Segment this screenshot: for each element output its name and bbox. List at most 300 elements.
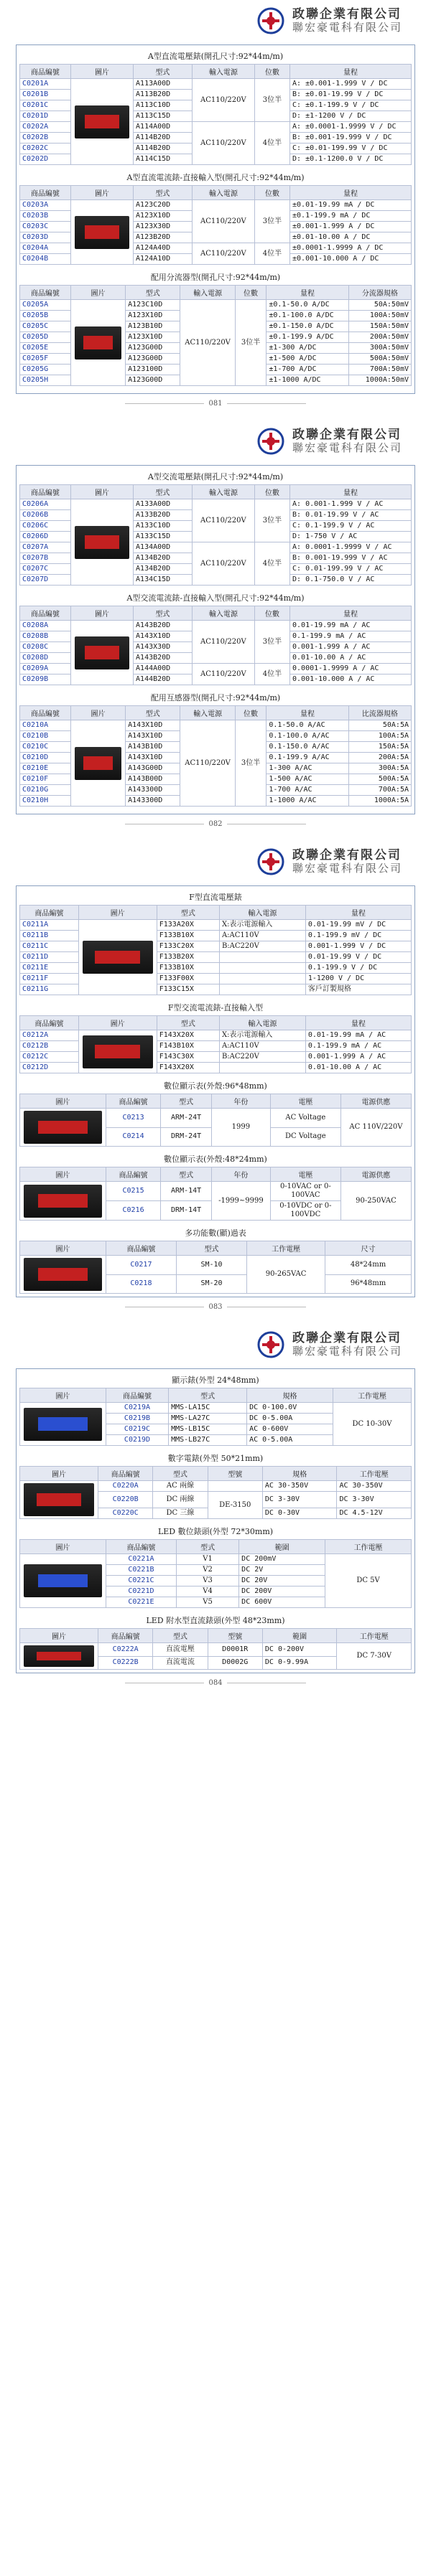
product-code: C0211G (20, 984, 79, 995)
model-number: DRM-24T (161, 1127, 212, 1147)
product-code: C0210C (20, 742, 71, 753)
product-section (19, 269, 412, 386)
column-header: 年份 (212, 1167, 271, 1182)
product-code: C0205H (20, 375, 71, 386)
column-header: 商品編號 (106, 1167, 160, 1182)
product-code: C0218 (106, 1274, 176, 1294)
column-header: 量程 (290, 65, 412, 79)
range: DC 0-9.99A (262, 1656, 337, 1670)
model-number: F133C15X (157, 984, 219, 995)
model-number: A123G00D (126, 343, 180, 354)
meter-photo (75, 636, 129, 669)
product-table (19, 484, 412, 586)
product-code: C0216 (106, 1201, 160, 1221)
range: ±0.01-19.99 mA / DC (290, 200, 412, 211)
column-header: 圖片 (70, 286, 125, 300)
product-image (70, 621, 133, 685)
table-row (20, 499, 412, 510)
input-power (219, 952, 305, 963)
range: 0.1-199.9 mV / DC (305, 931, 411, 941)
product-code: C0219C (106, 1424, 168, 1435)
section-title: F型交流電流錶-直接輸入型 (167, 1003, 264, 1012)
column-header: 商品編號 (20, 606, 71, 621)
product-table (19, 1466, 412, 1519)
product-code: C0206C (20, 521, 71, 532)
shunt-spec: 1000A:50mV (348, 375, 411, 386)
model-number: F143X20X (157, 1063, 219, 1073)
column-header: 工作電壓 (337, 1467, 412, 1481)
company-header (0, 841, 431, 883)
model-number: F133F00X (157, 974, 219, 984)
range: 0.1-199.9 V / DC (305, 963, 411, 974)
section-title: 配用分流器型(開孔尺寸:92*44m/m) (150, 273, 281, 282)
product-table (19, 905, 412, 995)
type: DC 兩線 (153, 1492, 208, 1508)
range: D: 0.1-750.0 V / AC (290, 575, 412, 586)
column-header: 商品編號 (98, 1467, 153, 1481)
product-image (20, 1256, 106, 1294)
shunt-spec: 700A:5A (348, 785, 411, 796)
range: ±0.1-100.0 A/DC (267, 311, 348, 321)
product-code: C0205B (20, 311, 71, 321)
working-voltage: 90-265VAC (247, 1256, 325, 1294)
catalog-sheet (16, 44, 415, 394)
product-table (19, 64, 412, 165)
product-code: C0201C (20, 100, 71, 111)
range: C: ±0.01-199.99 V / DC (290, 144, 412, 154)
section-title: 數位顯示表(外殼:48*24mm) (164, 1155, 267, 1164)
range: ±0.01-10.00 A / DC (290, 232, 412, 243)
product-code: C0206B (20, 510, 71, 521)
company-header (0, 0, 431, 42)
product-code: C0205C (20, 321, 71, 332)
column-header: 圖片 (20, 1241, 106, 1256)
column-header: 型式 (134, 606, 193, 621)
input-power: B:AC220V (219, 941, 305, 952)
column-header: 輸入電源 (192, 65, 254, 79)
column-header: 商品編號 (98, 1629, 153, 1643)
column-header: 商品編號 (20, 186, 71, 200)
product-code: C0220B (98, 1492, 153, 1508)
column-header: 量程 (290, 485, 412, 499)
product-image (20, 1481, 98, 1519)
display-range: -1999~9999 (212, 1182, 271, 1221)
range: ±0.1-199.9 A/DC (267, 332, 348, 343)
company-names (292, 8, 402, 34)
model-number (208, 1481, 262, 1492)
model-number: F133C20X (157, 941, 219, 952)
model-number: A143X10D (126, 753, 180, 763)
range: C: 0.1-199.9 V / AC (290, 521, 412, 532)
column-header: 型式 (176, 1540, 238, 1554)
input-power: AC110/220V (180, 300, 235, 386)
page-number: 082 (0, 820, 431, 828)
range: DC 0-200V (262, 1643, 337, 1657)
product-code: C0206A (20, 499, 71, 510)
column-header: 商品編號 (106, 1094, 160, 1109)
input-power (219, 963, 305, 974)
product-section (19, 1000, 412, 1073)
input-power: AC110/220V (192, 122, 254, 165)
column-header: 位數 (254, 485, 289, 499)
model-number: A124A10D (134, 254, 193, 265)
input-power: AC110/220V (192, 621, 254, 664)
model-number: MMS-LA27C (169, 1414, 247, 1424)
company-name-1: 政聯企業有限公司 (292, 7, 402, 22)
product-image (70, 720, 125, 807)
product-code: C0211D (20, 952, 79, 963)
column-header: 圖片 (20, 1629, 98, 1643)
company-logo-icon (256, 1330, 285, 1359)
product-code: C0207C (20, 564, 71, 575)
section-title: 數位顯示表(外殼:96*48mm) (164, 1081, 267, 1091)
table-header-row (20, 1016, 412, 1030)
product-section (19, 690, 412, 807)
model-number: A143300D (126, 796, 180, 807)
product-code: C0221A (106, 1554, 176, 1565)
meter-photo (83, 941, 153, 974)
product-code: C0210E (20, 763, 71, 774)
company-name-1: 政聯企業有限公司 (292, 848, 402, 862)
model-number: A143B00D (126, 774, 180, 785)
model-number: A114C15D (134, 154, 193, 165)
table-header-row (20, 1388, 412, 1403)
table-header-row (20, 286, 412, 300)
column-header: 圖片 (20, 1094, 106, 1109)
shunt-spec: 300A:50mV (348, 343, 411, 354)
product-section (19, 169, 412, 265)
column-header: 圖片 (78, 906, 157, 920)
company-names (292, 1332, 402, 1358)
column-header: 位數 (254, 65, 289, 79)
column-header: 商品編號 (106, 1241, 176, 1256)
product-code: C0221E (106, 1597, 176, 1608)
spec: DC 3-30V (262, 1492, 337, 1508)
model-number: F143B10X (157, 1041, 219, 1052)
table-header-row (20, 706, 412, 720)
meter-photo (24, 1483, 94, 1516)
table-header-row (20, 606, 412, 621)
shunt-spec: 200A:50mV (348, 332, 411, 343)
product-code: C0205D (20, 332, 71, 343)
range: 0.1-199.9 mA / AC (305, 1041, 411, 1052)
product-code: C0205A (20, 300, 71, 311)
product-code: C0202C (20, 144, 71, 154)
product-code: C0210H (20, 796, 71, 807)
column-header: 工作電壓 (325, 1540, 412, 1554)
model-number: MMS-LA15C (169, 1403, 247, 1414)
product-code: C0211F (20, 974, 79, 984)
section-title: A型直流電壓錶(開孔尺寸:92*44m/m) (147, 52, 284, 61)
model-number: MMS-LB15C (169, 1424, 247, 1435)
product-code: C0209A (20, 664, 71, 674)
column-header: 輸入電源 (192, 186, 254, 200)
shunt-spec: 500A:5A (348, 774, 411, 785)
shunt-spec: 100A:5A (348, 731, 411, 742)
model-number: A113C15D (134, 111, 193, 122)
model-number: A123G00D (126, 354, 180, 365)
column-header: 型式 (153, 1467, 208, 1481)
range: 0.001-1.999 A / AC (305, 1052, 411, 1063)
column-header: 年份 (212, 1094, 271, 1109)
product-code: C0221B (106, 1565, 176, 1576)
model-number: A123100D (126, 365, 180, 375)
company-logo-icon (256, 847, 285, 876)
range: 0.01-19.99 mA / AC (305, 1030, 411, 1041)
display-range: 1999 (212, 1109, 271, 1147)
column-header: 商品編號 (106, 1388, 168, 1403)
column-header: 圖片 (20, 1167, 106, 1182)
voltage: 0-10VDC or 0-100VDC (270, 1201, 340, 1221)
product-code: C0219A (106, 1403, 168, 1414)
column-header: 輸入電源 (180, 706, 235, 720)
type: V3 (176, 1576, 238, 1587)
product-table (19, 285, 412, 386)
product-code: C0203A (20, 200, 71, 211)
model-number: A143X10D (126, 720, 180, 731)
product-code: C0201B (20, 90, 71, 100)
product-code: C0205G (20, 365, 71, 375)
range: 0.01-19.99 mV / DC (305, 920, 411, 931)
column-header: 型號 (208, 1629, 262, 1643)
column-header: 商品編號 (20, 706, 71, 720)
range: DC 600V (239, 1597, 325, 1608)
digits: 3位半 (254, 79, 289, 122)
meter-photo (24, 1185, 102, 1218)
input-power: AC110/220V (192, 79, 254, 122)
range: ±1-500 A/DC (267, 354, 348, 365)
product-code: C0214 (106, 1127, 160, 1147)
table-header-row (20, 1167, 412, 1182)
product-code: C0212B (20, 1041, 79, 1052)
product-image (20, 1182, 106, 1221)
model-number: A143B10D (126, 742, 180, 753)
size: 48*24mm (325, 1256, 412, 1275)
table-row (20, 1256, 412, 1275)
spec: DC 0-100.0V (247, 1403, 333, 1414)
product-code: C0208D (20, 653, 71, 664)
product-code: C0207B (20, 553, 71, 564)
product-code: C0202B (20, 133, 71, 144)
model-number: A123G00D (126, 375, 180, 386)
model-number: A134C15D (134, 575, 193, 586)
product-image (70, 499, 133, 586)
model-number: A123C10D (126, 300, 180, 311)
table-row (20, 1109, 412, 1128)
column-header: 位數 (254, 606, 289, 621)
model-number: F143C30X (157, 1052, 219, 1063)
column-header: 圖片 (20, 1388, 106, 1403)
catalog-sheet (16, 1368, 415, 1673)
column-header: 量程 (290, 606, 412, 621)
model-number: A113C10D (134, 100, 193, 111)
company-name-1: 政聯企業有限公司 (292, 1331, 402, 1345)
section-title: LED 數位錶頭(外型 72*30mm) (157, 1527, 274, 1536)
table-header-row (20, 485, 412, 499)
column-header: 量程 (267, 706, 348, 720)
digits: 4位半 (254, 243, 289, 265)
range: B: 0.01-19.99 V / AC (290, 510, 412, 521)
model-number: A123X10D (134, 211, 193, 222)
product-code: C0207A (20, 542, 71, 553)
product-code: C0205E (20, 343, 71, 354)
range: 0.1-199.9 mA / AC (290, 631, 412, 642)
working-voltage: DC 5V (325, 1554, 412, 1608)
product-table (19, 1167, 412, 1221)
model-number: A143B20D (134, 653, 193, 664)
product-code: C0210G (20, 785, 71, 796)
meter-photo (83, 1035, 153, 1068)
product-code: C0208C (20, 642, 71, 653)
spec: DC 0-5.00A (247, 1414, 333, 1424)
column-header: 型式 (126, 286, 180, 300)
column-header: 商品編號 (20, 1016, 79, 1030)
model-number: F143X20X (157, 1030, 219, 1041)
range: DC 200mV (239, 1554, 325, 1565)
section-title: LED 附水型直流錶頭(外型 48*23mm) (146, 1616, 285, 1625)
product-image (70, 200, 133, 265)
company-names (292, 428, 402, 454)
power-supply: 90-250VAC (340, 1182, 411, 1221)
meter-photo (24, 1408, 102, 1441)
working-voltage: DC 7-30V (337, 1643, 412, 1670)
table-row (20, 1403, 412, 1414)
column-header: 輸入電源 (180, 286, 235, 300)
range: C: ±0.1-199.9 V / DC (290, 100, 412, 111)
page-number: 084 (0, 1679, 431, 1687)
column-header: 型式 (176, 1241, 246, 1256)
product-code: C0211E (20, 963, 79, 974)
product-code: C0201A (20, 79, 71, 90)
spec: AC 0-600V (247, 1424, 333, 1435)
table-row (20, 1643, 412, 1657)
column-header: 商品編號 (20, 65, 71, 79)
product-table (19, 1015, 412, 1073)
shunt-spec: 150A:5A (348, 742, 411, 753)
range: 1-700 A/AC (267, 785, 348, 796)
product-code: C0212D (20, 1063, 79, 1073)
product-code: C0202D (20, 154, 71, 165)
range: A: ±0.0001-1.9999 V / DC (290, 122, 412, 133)
model-number: A114B20D (134, 144, 193, 154)
table-row (20, 1481, 412, 1492)
product-code: C0204A (20, 243, 71, 254)
product-code: C0213 (106, 1109, 160, 1128)
model-number: F133B20X (157, 952, 219, 963)
model-number: A114A00D (134, 122, 193, 133)
column-header: 輸入電源 (192, 606, 254, 621)
page-number: 083 (0, 1303, 431, 1311)
product-image (78, 1030, 157, 1073)
column-header: 型式 (134, 65, 193, 79)
range: 1-300 A/AC (267, 763, 348, 774)
column-header: 規格 (262, 1467, 337, 1481)
column-header: 商品編號 (20, 906, 79, 920)
input-power: AC110/220V (192, 200, 254, 243)
shunt-spec: 50A:5A (348, 720, 411, 731)
product-code: C0220C (98, 1508, 153, 1519)
section-title: F型直流電壓錶 (189, 893, 242, 902)
product-code: C0203D (20, 232, 71, 243)
meter-photo (75, 216, 129, 249)
type: AC 兩線 (153, 1481, 208, 1492)
column-header: 工作電壓 (337, 1629, 412, 1643)
model-number: A113A00D (134, 79, 193, 90)
table-header-row (20, 65, 412, 79)
type: V1 (176, 1554, 238, 1565)
column-header: 電壓 (270, 1094, 340, 1109)
shunt-spec: 300A:5A (348, 763, 411, 774)
section-title: 數字電錶(外型 50*21mm) (167, 1454, 264, 1463)
column-header: 圖片 (20, 1467, 98, 1481)
range: 1-1000 A/AC (267, 796, 348, 807)
product-code: C0203C (20, 222, 71, 232)
product-table (19, 606, 412, 685)
working-voltage: DC 3-30V (337, 1492, 412, 1508)
column-header: 分流器規格 (348, 286, 411, 300)
model-number: D0002G (208, 1656, 262, 1670)
table-header-row (20, 1094, 412, 1109)
product-image (20, 1554, 106, 1608)
company-header (0, 1324, 431, 1365)
shunt-spec: 150A:50mV (348, 321, 411, 332)
range: 0.001-10.000 A / AC (290, 674, 412, 685)
power-supply: AC 110V/220V (340, 1109, 411, 1147)
meter-photo (75, 747, 121, 780)
spec: AC 0-5.00A (247, 1435, 333, 1446)
meter-photo (75, 526, 129, 559)
product-code: C0203B (20, 211, 71, 222)
product-code: C0219D (106, 1435, 168, 1446)
column-header: 型式 (126, 706, 180, 720)
shunt-spec: 100A:50mV (348, 311, 411, 321)
product-section (19, 1372, 412, 1446)
size: 96*48mm (325, 1274, 412, 1294)
table-row (20, 621, 412, 631)
column-header: 量程 (305, 1016, 411, 1030)
range: 0.1-50.0 A/AC (267, 720, 348, 731)
column-header: 位數 (235, 286, 267, 300)
product-table (19, 1539, 412, 1608)
company-logo-icon (256, 427, 285, 456)
product-code: C0221D (106, 1587, 176, 1597)
model-number: A144B20D (134, 674, 193, 685)
table-header-row (20, 906, 412, 920)
column-header: 位數 (254, 186, 289, 200)
range: 0.0001-1.9999 A / AC (290, 664, 412, 674)
voltage: DC Voltage (270, 1127, 340, 1147)
product-code: C0211A (20, 920, 79, 931)
model-number: F133B10X (157, 963, 219, 974)
model-number: A133A00D (134, 499, 193, 510)
input-power: AC110/220V (192, 243, 254, 265)
product-code: C0211C (20, 941, 79, 952)
type: V5 (176, 1597, 238, 1608)
range: A: 0.0001-1.9999 V / AC (290, 542, 412, 553)
product-code: C0222A (98, 1643, 153, 1657)
range: 1-500 A/AC (267, 774, 348, 785)
company-name-2: 聯宏豪電科有限公司 (292, 862, 402, 875)
model-number: A113B20D (134, 90, 193, 100)
section-title: A型交流電壓錶(開孔尺寸:92*44m/m) (147, 472, 284, 481)
product-table (19, 1241, 412, 1294)
input-power: B:AC220V (219, 1052, 305, 1063)
product-code: C0204B (20, 254, 71, 265)
model-number: A123B10D (126, 321, 180, 332)
column-header: 輸入電源 (192, 485, 254, 499)
product-section (19, 889, 412, 995)
product-code: C0208B (20, 631, 71, 642)
